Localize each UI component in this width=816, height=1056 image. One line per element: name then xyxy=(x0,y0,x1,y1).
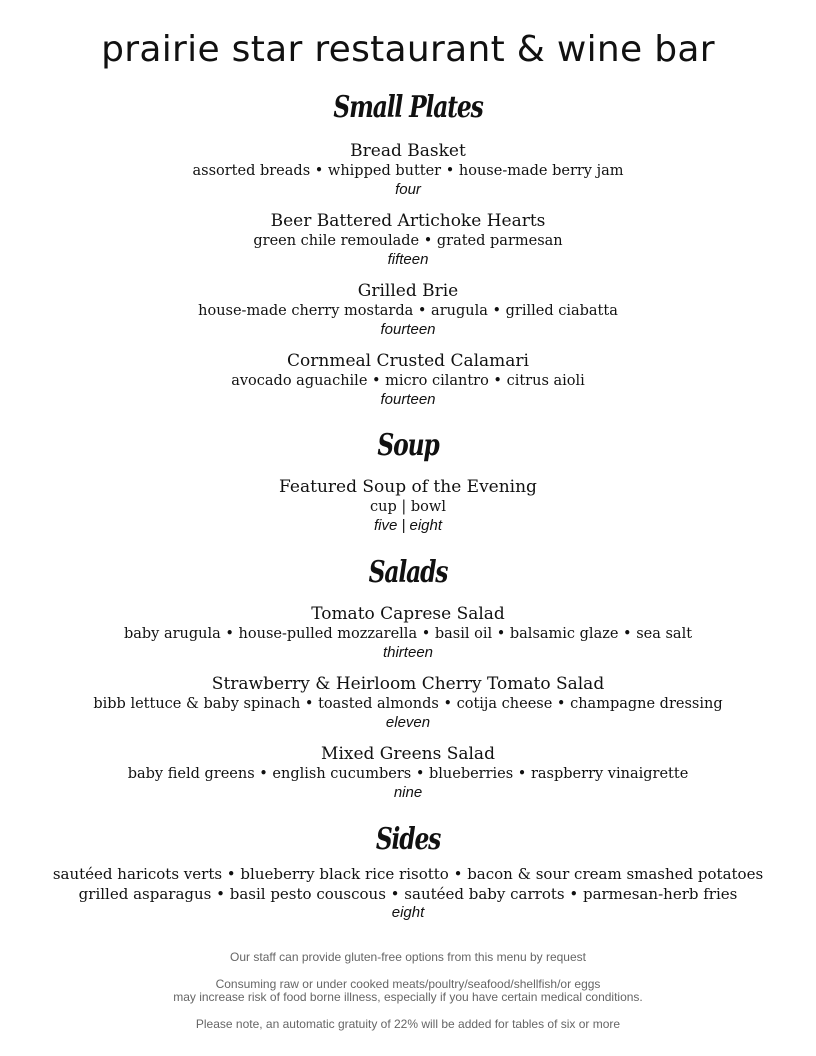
salads-heading-wrap xyxy=(0,555,816,591)
sides-line-2: grilled asparagus • basil pesto couscous • sautéed baby carrots • parmesan-herb fries xyxy=(78,885,738,903)
item-description: baby arugula • house-pulled mozzarella • basil oil • balsamic glaze • sea salt xyxy=(123,626,693,642)
menu-item xyxy=(0,604,816,661)
section-heading-sides: Sides xyxy=(375,822,441,857)
item-description: bibb lettuce & baby spinach • toasted almonds • cotija cheese • champagne dressing xyxy=(93,696,723,712)
item-price: five | eight xyxy=(373,517,443,534)
gratuity-note: Please note, an automatic gratuity of 22% will be added for tables of six or more xyxy=(195,1017,621,1031)
item-price: fifteen xyxy=(387,251,429,268)
gluten-free-note: Our staff can provide gluten-free options from this menu by request xyxy=(230,950,586,964)
small-plates-heading-wrap xyxy=(0,90,816,126)
item-name: Grilled Brie xyxy=(357,281,459,301)
item-name: Tomato Caprese Salad xyxy=(311,604,505,624)
item-price: thirteen xyxy=(382,644,434,661)
item-price: eight xyxy=(391,904,425,921)
section-heading-small-plates: Small Plates xyxy=(333,90,483,125)
item-price: fourteen xyxy=(380,391,436,408)
menu-item xyxy=(0,351,816,408)
sides-item xyxy=(0,864,816,921)
menu-item xyxy=(0,477,816,534)
soup-heading-wrap xyxy=(0,428,816,464)
item-name: Beer Battered Artichoke Hearts xyxy=(270,211,546,231)
item-description: baby field greens • english cucumbers • blueberries • raspberry vinaigrette xyxy=(127,766,689,782)
item-description: cup | bowl xyxy=(370,499,446,515)
menu-item xyxy=(0,141,816,198)
item-name: Cornmeal Crusted Calamari xyxy=(287,351,529,371)
item-price: four xyxy=(395,181,421,198)
item-description: assorted breads • whipped butter • house-made berry jam xyxy=(192,163,624,179)
item-description: avocado aguachile • micro cilantro • citrus aioli xyxy=(231,373,585,389)
item-name: Strawberry & Heirloom Cherry Tomato Salad xyxy=(211,674,605,694)
item-description: green chile remoulade • grated parmesan xyxy=(253,233,563,249)
item-description: house-made cherry mostarda • arugula • grilled ciabatta xyxy=(198,303,618,319)
item-price: fourteen xyxy=(380,321,436,338)
item-name: Bread Basket xyxy=(350,141,466,161)
item-name: Featured Soup of the Evening xyxy=(279,477,537,497)
menu-item xyxy=(0,744,816,801)
item-price: nine xyxy=(393,784,423,801)
section-heading-soup: Soup xyxy=(377,428,439,463)
item-price: eleven xyxy=(385,714,431,731)
sides-line-1: sautéed haricots verts • blueberry black rice risotto • bacon & sour cream smashed potatoes xyxy=(52,865,764,883)
raw-food-warning-line-2: may increase risk of food borne illness, especially if you have certain medical conditions. xyxy=(173,990,643,1004)
menu-item xyxy=(0,281,816,338)
section-heading-salads: Salads xyxy=(368,555,448,590)
menu-item xyxy=(0,211,816,268)
raw-food-warning-line-1: Consuming raw or under cooked meats/poultry/seafood/shellfish/or eggs xyxy=(215,977,601,991)
restaurant-title: prairie star restaurant & wine bar xyxy=(101,29,715,70)
item-name: Mixed Greens Salad xyxy=(321,744,495,764)
menu-item xyxy=(0,674,816,731)
sides-heading-wrap xyxy=(0,822,816,858)
